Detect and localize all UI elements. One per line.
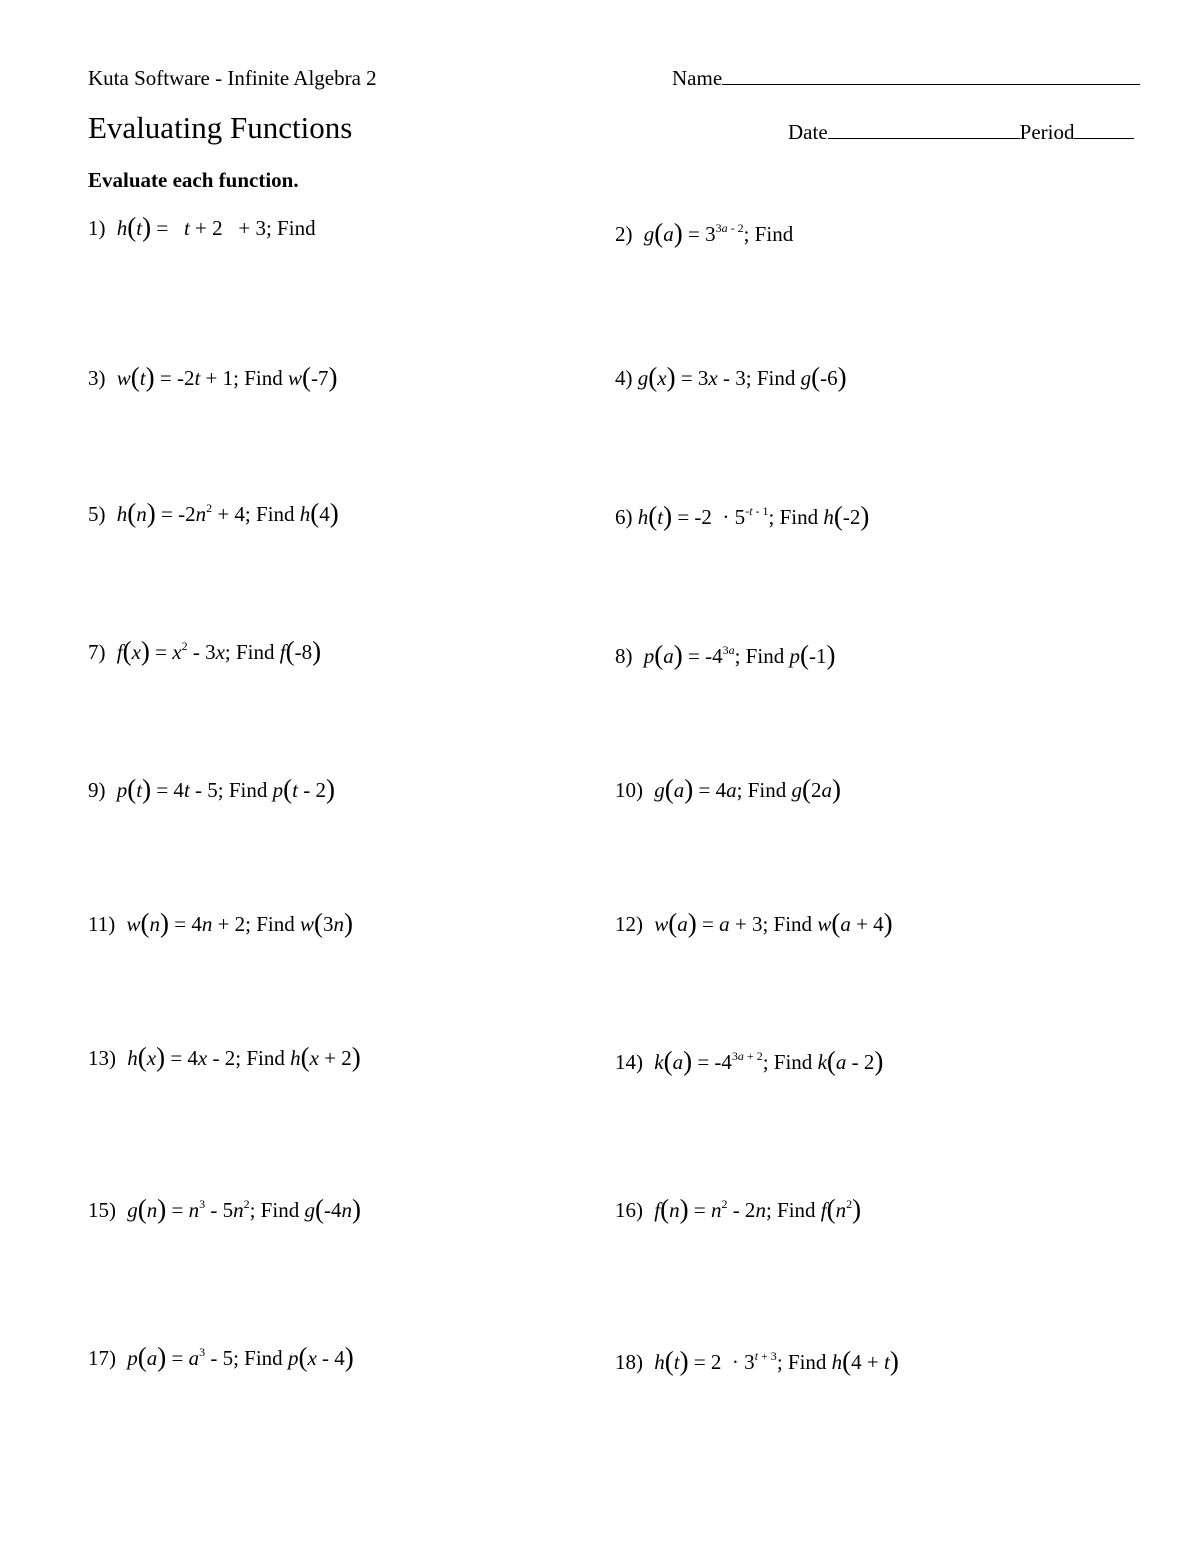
problem-13: 13) h(x) = 4x - 2; Find h(x + 2) [88,1042,361,1072]
problem-12: 12) w(a) = a + 3; Find w(a + 4) [615,908,893,938]
problem-15: 15) $g(n) = n^3 - 5n^2$; Find g(-4n) [88,1194,361,1224]
problem-number: 17) [88,1346,116,1370]
problem-number: 1) [88,216,106,240]
name-line[interactable] [722,83,1140,85]
problem-number: 14) [615,1050,643,1074]
problem-8: 8) $p(a) = -4^{3a}$; Find p(-1) [615,640,836,670]
page-title: Evaluating Functions [88,110,353,145]
period-label: Period [1019,120,1075,144]
name-field[interactable] [672,66,1140,91]
problem-number: 7) [88,640,106,664]
name-label: Name [672,66,723,90]
problem-number: 3) [88,366,106,390]
problem-7: 7) $f(x) = x^2 - 3x$; Find f(-8) [88,636,322,666]
problem-14: 14) $k(a) = -4^{3a + 2}$; Find k(a - 2) [615,1046,884,1076]
problem-number: 9) [88,778,106,802]
problem-number: 8) [615,644,633,668]
problem-number: 13) [88,1046,116,1070]
problem-2: 2) $g(a) = 3^{3a - 2}$; Find [615,218,794,248]
problem-4: 4) g(x) = 3x - 3; Find g(-6) [615,362,847,392]
date-line[interactable] [828,137,1020,139]
date-label: Date [788,120,828,144]
problem-number: 10) [615,778,643,802]
problem-number: 16) [615,1198,643,1222]
problem-number: 4) [615,366,633,390]
problem-number: 12) [615,912,643,936]
period-line[interactable] [1074,137,1134,139]
problem-number: 15) [88,1198,116,1222]
problem-17: 17) $p(a) = a^3 - 5$; Find p(x - 4) [88,1342,354,1372]
problem-5: 5) $h(n) = -2n^2 + 4$; Find h(4) [88,498,339,528]
problem-16: 16) $f(n) = n^2 - 2n$; Find $f(n^2)$ [615,1194,862,1224]
problem-number: 18) [615,1350,643,1374]
problem-11: 11) w(n) = 4n + 2; Find w(3n) [88,908,354,938]
problem-number: 6) [615,505,633,529]
software-label: Kuta Software - Infinite Algebra 2 [88,66,377,90]
problem-number: 5) [88,502,106,526]
problem-10: 10) g(a) = 4a; Find g(2a) [615,774,841,804]
problem-number: 2) [615,222,633,246]
date-period-fields[interactable] [788,120,1134,145]
problem-1: 1) h(t) = t + 2 + 3; Find [88,212,316,242]
instructions: Evaluate each function. [88,168,299,192]
problem-18: 18) $h(t) = 2 \cdot 3^{t + 3}$; Find h(4 + t) [615,1346,899,1376]
problem-9: 9) p(t) = 4t - 5; Find p(t - 2) [88,774,335,804]
problem-6: 6) $h(t) = -2 \cdot 5^{-t - 1}$; Find h(-2) [615,501,870,531]
problem-3: 3) w(t) = -2t + 1; Find w(-7) [88,362,338,392]
problem-number: 11) [88,912,116,936]
